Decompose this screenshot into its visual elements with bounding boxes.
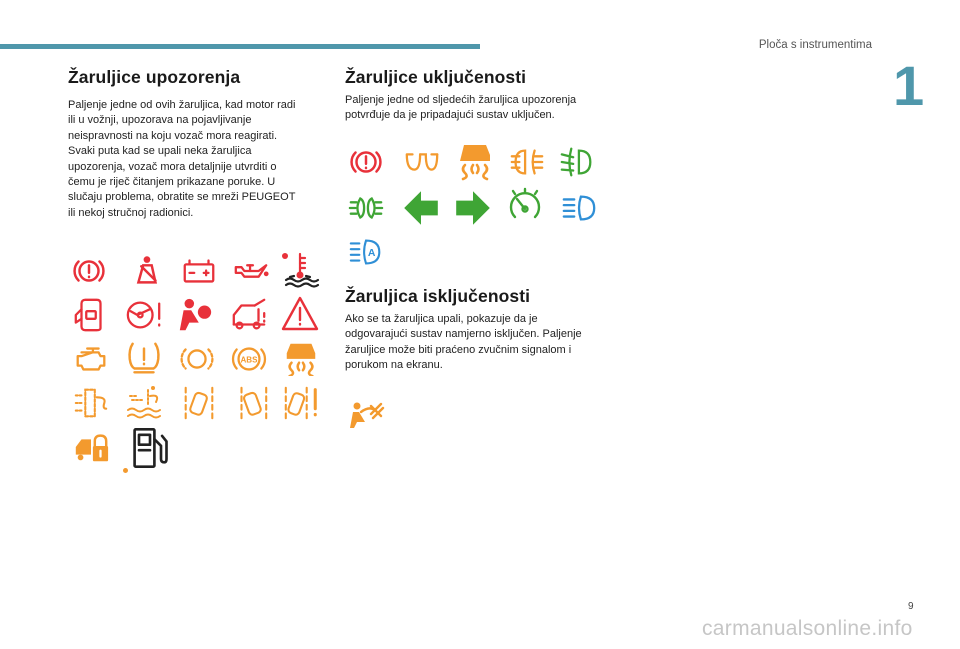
brake-pad-icon — [178, 340, 216, 378]
deactivation-lamp-title: Žaruljica isključenosti — [345, 286, 531, 306]
door-open-icon — [72, 296, 110, 334]
engine-check-icon — [72, 340, 110, 378]
stability-control-icon — [455, 141, 495, 181]
alarm-lock-icon — [72, 428, 110, 466]
particle-filter-icon — [72, 384, 110, 422]
airbag-icon — [176, 296, 214, 334]
glow-plug-icon — [403, 143, 441, 181]
seatbelt-icon — [127, 252, 165, 290]
warning-lamps-paragraph: Paljenje jedne od ovih žaruljica, kad motor radi ili u vožnji, upozorava na pojavljivanje neispravnosti na koju vozač mora reagirati. Svaki puta kad se upali neka žaruljica upozorenja, vozač mora detaljnije utvrditi o čemu je riječ čitanjem prikazane poruke. U slučaju problema, obratite se mreži PEUGEOT ili nekoj stručnoj radionici. — [68, 99, 296, 219]
rear-fog-icon — [508, 143, 546, 181]
left-indicator-icon — [400, 187, 442, 229]
passenger-airbag-off-icon — [347, 392, 387, 432]
abs-icon — [230, 340, 268, 378]
main-beam-icon — [560, 189, 598, 227]
cruise-control-icon — [505, 187, 545, 227]
coolant-temperature-icon — [280, 250, 320, 290]
brake-warning-icon — [70, 252, 108, 290]
deactivation-lamp-paragraph: Ako se ta žaruljica upali, pokazuje da je odgovarajući sustav namjerno isključen. Paljenje žaruljice može biti praćeno zvučnim signalom i porukom na ekranu. — [345, 313, 582, 372]
svg-text:ABS: ABS — [240, 355, 258, 365]
tyre-pressure-icon — [125, 340, 163, 378]
oil-pressure-icon — [232, 252, 270, 290]
warning-lamps-title: Žaruljice upozorenja — [68, 67, 241, 87]
warning-triangle-icon — [280, 294, 320, 334]
power-steering-icon — [125, 296, 163, 334]
page-number: 9 — [908, 601, 914, 612]
indicator-lamps-title: Žaruljice uključenosti — [345, 67, 527, 87]
parking-brake-icon — [347, 143, 385, 181]
lane-departure-icon — [180, 384, 218, 422]
battery-icon — [180, 252, 218, 290]
indicator-lamps-paragraph: Paljenje jedne od sljedećih žaruljica upozorenja potvrđuje da je pripadajući sustav uključen. — [345, 94, 577, 122]
sidelights-icon — [347, 189, 385, 227]
water-in-diesel-icon — [124, 382, 164, 422]
auto-main-beam-icon — [347, 233, 385, 271]
chapter-number: 1 — [893, 54, 925, 117]
boot-open-icon — [230, 296, 268, 334]
watermark: carmanualsonline.info — [702, 617, 913, 640]
front-fog-icon — [558, 143, 596, 181]
esp-icon — [282, 338, 320, 376]
low-fuel-icon — [128, 426, 172, 470]
right-indicator-icon — [452, 187, 494, 229]
svg-text:A: A — [367, 247, 376, 259]
lane-departure-fault-icon — [282, 384, 320, 422]
chapter-title: Ploča s instrumentima — [758, 39, 872, 51]
lane-departure-alt-icon — [232, 384, 270, 422]
header-bar — [0, 44, 480, 49]
